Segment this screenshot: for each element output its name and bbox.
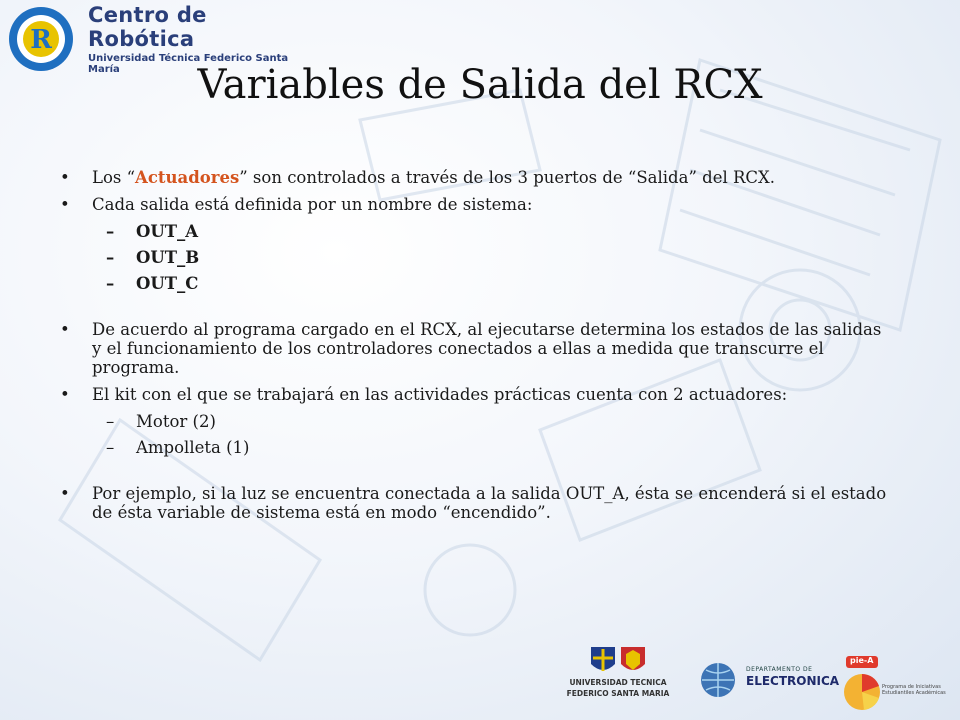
usm-shield-icon: [590, 646, 616, 676]
piea-logo: [840, 648, 952, 712]
electronics-globe-icon: [698, 660, 740, 700]
electronics-logo: [698, 660, 838, 700]
usm-shield-icon: [620, 646, 646, 676]
org-subtitle: Universidad Técnica Federico Santa María: [88, 53, 289, 75]
bullet-example: • Por ejemplo, si la luz se encuentra conectada a la salida OUT_A, ésta se encenderá si el estado de ésta variable de sistema está en modo “encendido”.: [60, 484, 890, 522]
usm-name-line1: UNIVERSIDAD TECNICA: [569, 678, 667, 687]
output-item-c: – OUT_C: [60, 274, 890, 293]
bullet-program: • De acuerdo al programa cargado en el RCX, al ejecutarse determina los estados de las salidas y el funcionamiento de los controladores conectados a ellas a medida que transcurre el programa.: [60, 320, 890, 377]
piea-tag: pie-A: [850, 656, 874, 665]
org-name: Centro de Robótica: [88, 3, 207, 51]
svg-text:R: R: [30, 25, 52, 55]
usm-logo: [558, 646, 678, 698]
output-item-a: – OUT_A: [60, 222, 890, 241]
bullet1-after: ” son controlados a través de los 3 puertos de “Salida” del RCX.: [239, 168, 776, 187]
elo-dept-label: DEPARTAMENTO DE: [746, 666, 813, 673]
actuator-item-lamp: – Ampolleta (1): [60, 438, 890, 457]
slide-title: Variables de Salida del RCX: [197, 62, 763, 108]
usm-name-line2: FEDERICO SANTA MARIA: [566, 689, 670, 698]
piea-description: Programa de Iniciativas Estudiantiles Académicas: [882, 684, 946, 696]
bullet-kit: • El kit con el que se trabajará en las actividades prácticas cuenta con 2 actuadores:: [60, 385, 890, 404]
bullet1-before: Los “: [92, 168, 136, 187]
footer-logos: [540, 640, 960, 715]
bullet-system-names: • Cada salida está definida por un nombre de sistema:: [60, 195, 890, 214]
elo-name: ELECTRONICA: [746, 674, 840, 688]
slide-content: [60, 168, 890, 530]
output-item-b: – OUT_B: [60, 248, 890, 267]
actuator-item-motor: – Motor (2): [60, 412, 890, 431]
actuadores-highlight: Actuadores: [135, 168, 240, 187]
bullet-actuators: [60, 168, 890, 187]
